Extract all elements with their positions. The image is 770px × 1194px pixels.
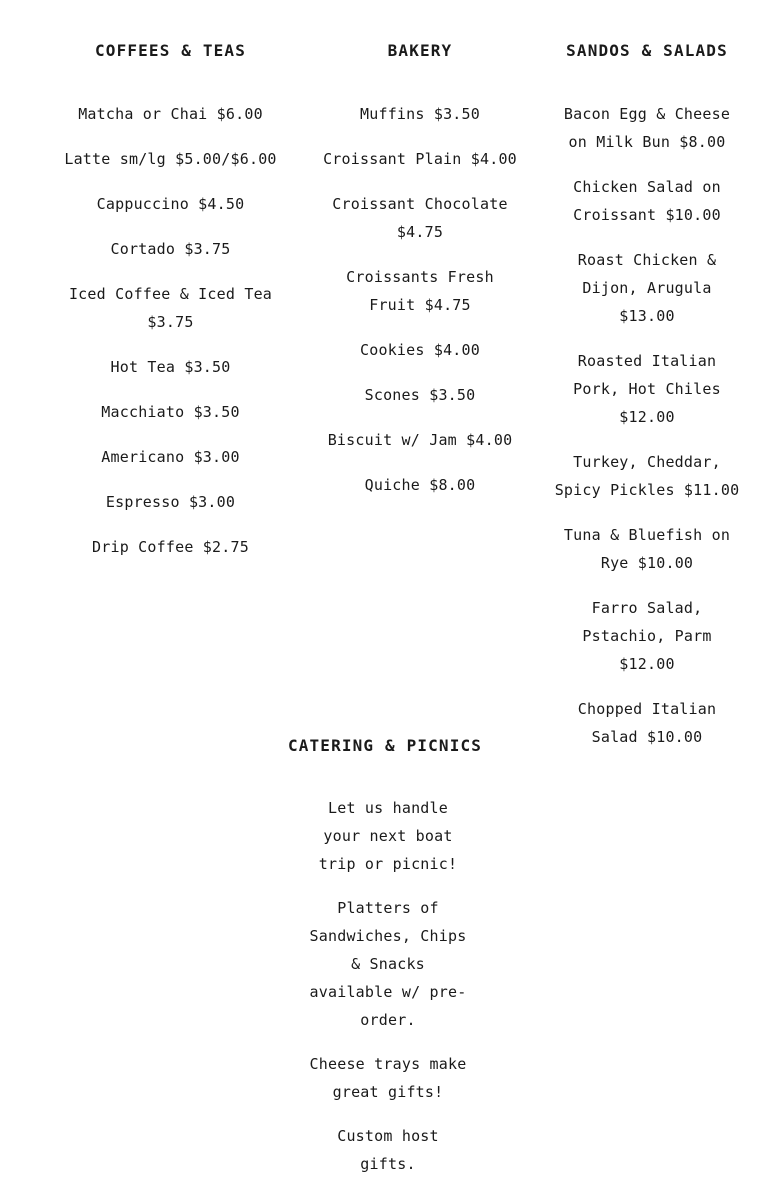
section-title-coffees-teas: COFFEES & TEAS (95, 41, 246, 60)
menu-item: Tuna & Bluefish on Rye $10.00 (563, 526, 731, 572)
section-title-sandos-salads: SANDOS & SALADS (566, 41, 728, 60)
menu-item: Croissants Fresh Fruit $4.75 (346, 268, 494, 314)
menu-section-catering-picnics (0, 735, 770, 1194)
menu-item-list-bakery (322, 100, 518, 499)
section-title-bakery: BAKERY (387, 41, 453, 60)
menu-item: Cookies $4.00 (360, 341, 480, 359)
catering-item-list (300, 794, 470, 1178)
menu-item: Espresso $3.00 (105, 493, 236, 511)
menu-item: Scones $3.50 (364, 386, 476, 404)
catering-item: Custom host gifts. (337, 1127, 439, 1173)
menu-item: Quiche $8.00 (364, 476, 476, 494)
menu-item: Americano $3.00 (101, 448, 240, 466)
menu-item: Drip Coffee $2.75 (92, 538, 249, 556)
menu-item: Macchiato $3.50 (101, 403, 240, 421)
menu-item: Farro Salad, Pstachio, Parm $12.00 (582, 599, 712, 673)
section-title-catering-picnics: CATERING & PICNICS (287, 736, 483, 755)
menu-item: Turkey, Cheddar, Spicy Pickles $11.00 (554, 453, 740, 499)
menu-item: Bacon Egg & Cheese on Milk Bun $8.00 (563, 105, 731, 151)
menu-item-list-sandos-salads (554, 100, 740, 751)
menu-item: Hot Tea $3.50 (110, 358, 231, 376)
menu-item-list-coffees-teas (43, 100, 298, 561)
catering-item: Let us handle your next boat trip or picnic! (318, 799, 458, 873)
menu-item: Iced Coffee & Iced Tea $3.75 (68, 285, 273, 331)
catering-item: Cheese trays make great gifts! (309, 1055, 467, 1101)
menu-item: Muffins $3.50 (360, 105, 480, 123)
menu-item: Cortado $3.75 (110, 240, 231, 258)
menu-section-bakery (315, 40, 525, 499)
menu-item: Croissant Chocolate $4.75 (332, 195, 508, 241)
menu-section-coffees-teas (43, 40, 298, 561)
menu-section-sandos-salads (547, 40, 747, 751)
menu-item: Cappuccino $4.50 (96, 195, 245, 213)
menu-item: Latte sm/lg $5.00/$6.00 (64, 150, 277, 168)
menu-item: Biscuit w/ Jam $4.00 (327, 431, 513, 449)
menu-item: Roast Chicken & Dijon, Arugula $13.00 (577, 251, 717, 325)
menu-item: Chopped Italian Salad $10.00 (577, 700, 717, 746)
menu-item: Matcha or Chai $6.00 (78, 105, 263, 123)
menu-item: Croissant Plain $4.00 (323, 150, 517, 168)
menu-item: Roasted Italian Pork, Hot Chiles $12.00 (573, 352, 721, 426)
menu-item: Chicken Salad on Croissant $10.00 (573, 178, 721, 224)
catering-item: Platters of Sandwiches, Chips & Snacks available w/ pre-order. (309, 899, 467, 1029)
menu-columns (0, 40, 770, 751)
